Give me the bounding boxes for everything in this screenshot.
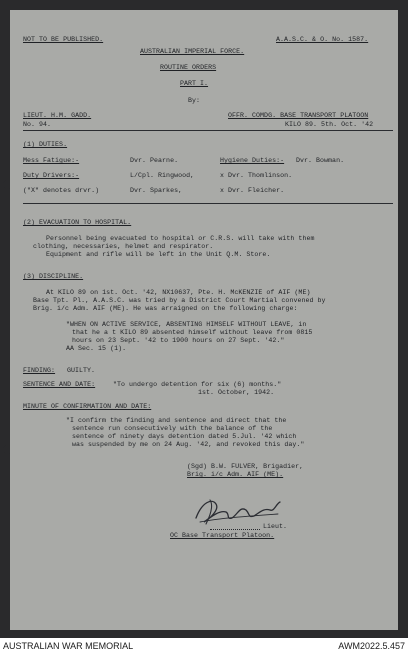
discipline-line: At KILO 89 on 1st. Oct. '42, NX10637, Pte. H. McKENZIE of AIF (ME) [46,289,311,296]
charge-line: "WHEN ON ACTIVE SERVICE, ABSENTING HIMSELF WITHOUT LEAVE, in [66,321,307,328]
signature-dots [210,529,260,531]
evacuation-line: Equipment and rifle will be left in the Unit Q.M. Store. [46,251,271,258]
duty-note: ("X" denotes drvr.) [23,187,100,194]
place-and-date: KILO 89. 5th. Oct. '42 [285,121,374,128]
restriction-label: NOT TO BE PUBLISHED. [23,36,104,43]
part-label: PART I. [180,80,209,87]
duty-label: Duty Drivers:- [23,172,80,179]
sentence-date: 1st. October, 1942. [198,389,275,396]
duties-heading: (1) DUTIES. [23,141,68,148]
signature-rank: Lieut. [263,523,288,530]
finding-label: FINDING: [23,367,56,374]
minute-line: sentence of ninety days detention dated 5.Jul. '42 which [72,433,297,440]
charge-line: hours on 23 Sept. '42 to 1900 hours on 27 Sept. '42." [72,337,285,344]
document-title: ROUTINE ORDERS [160,64,217,71]
duty-name: L/Cpl. Ringwood, [130,172,195,179]
minute-line: was suspended by me on 24 Aug. '42, and revoked this day." [72,441,305,448]
discipline-line: Base Tpt. Pl., A.A.S.C. was tried by a District Court Martial convened by [33,297,326,304]
force-title: AUSTRALIAN IMPERIAL FORCE. [140,48,245,55]
duty-name: x Dvr. Fleicher. [220,187,285,194]
duty-name: x Dvr. Thomlinson. [220,172,293,179]
minute-line: "I confirm the finding and sentence and direct that the [66,417,287,424]
evacuation-heading: (2) EVACUATION TO HOSPITAL. [23,219,132,226]
duty-name: Dvr. Bowman. [296,157,345,164]
duty-label: Mess Fatigue:- [23,157,80,164]
charge-line: AA Sec. 15 (1). [66,345,127,352]
issuing-officer: LIEUT. H.M. GADD. [23,112,92,119]
footer-accession-number: AWM2022.5.457 [338,641,405,651]
confirming-officer-title: Brig. i/c Adm. AIF (ME). [187,471,284,478]
discipline-heading: (3) DISCIPLINE. [23,273,84,280]
evacuation-line: clothing, necessaries, helmet and respirator. [33,243,214,250]
minute-line: sentence run consecutively with the balance of the [72,425,273,432]
document-page [10,10,398,630]
duty-name: Dvr. Pearne. [130,157,179,164]
footer-institution: AUSTRALIAN WAR MEMORIAL [3,641,134,651]
duty-name: Dvr. Sparkes, [130,187,183,194]
duty-label: Hygiene Duties:- [220,157,285,164]
sentence-value: "To undergo detention for six (6) months." [113,381,282,388]
order-number: No. 94. [23,121,52,128]
header-rule [23,130,393,131]
discipline-line: Brig. i/c Adm. AIF (ME). He was arraigned on the following charge: [33,305,298,312]
order-reference: A.A.S.C. & O. No. 1587. [276,36,369,43]
issuing-unit: OFFR. COMDG. BASE TRANSPORT PLATOON [228,112,369,119]
section-rule [23,203,393,204]
evacuation-line: Personnel being evacuated to hospital or C.R.S. will take with them [46,235,315,242]
sentence-label: SENTENCE AND DATE: [23,381,96,388]
confirming-officer: (Sgd) B.W. FULVER, Brigadier, [187,463,304,470]
finding-value: GUILTY. [67,367,96,374]
signature-unit: OC Base Transport Platoon. [170,532,275,539]
by-label: By: [188,97,201,104]
charge-line: that he a t KILO 89 absented himself without leave from 0815 [72,329,313,336]
minute-heading: MINUTE OF CONFIRMATION AND DATE: [23,403,152,410]
